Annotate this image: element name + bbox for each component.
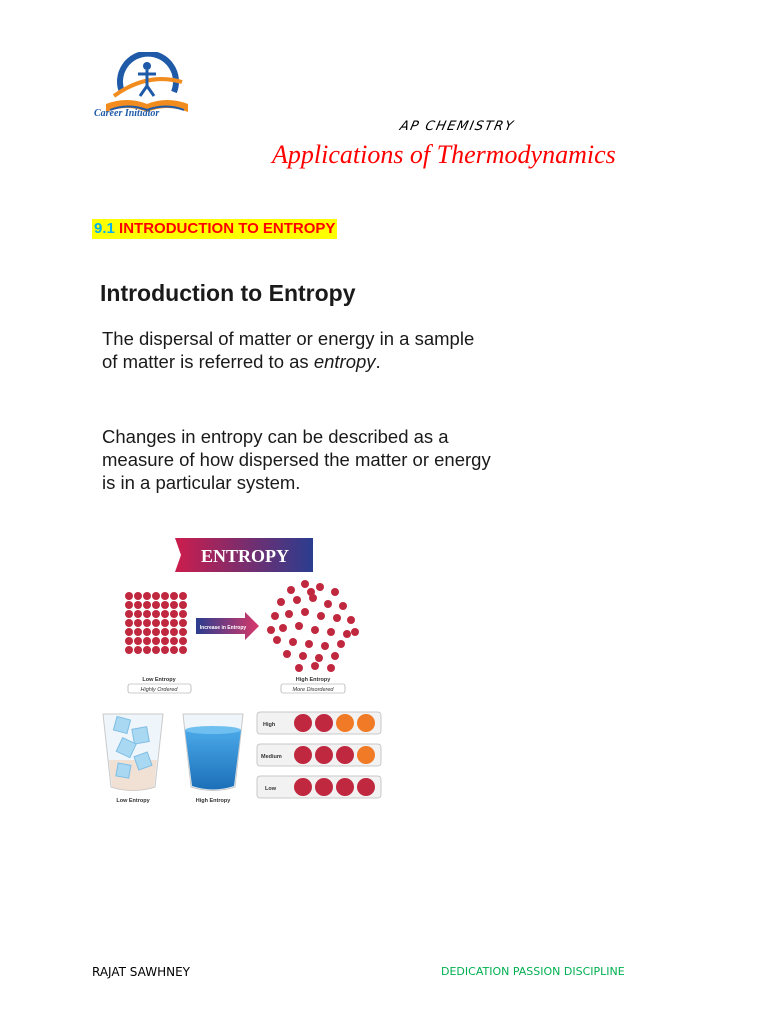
ordered-particle bbox=[134, 610, 142, 618]
disordered-particle bbox=[327, 628, 335, 636]
ordered-particle bbox=[143, 628, 151, 636]
ordered-particle bbox=[161, 592, 169, 600]
energy-ball bbox=[315, 778, 333, 796]
career-initiator-logo bbox=[92, 52, 202, 132]
ordered-particle bbox=[161, 601, 169, 609]
disordered-particle bbox=[307, 588, 315, 596]
disordered-particle bbox=[347, 616, 355, 624]
energy-ball bbox=[294, 778, 312, 796]
ordered-particle bbox=[125, 628, 133, 636]
disordered-particle bbox=[273, 636, 281, 644]
energy-ball bbox=[336, 746, 354, 764]
disordered-particle bbox=[321, 642, 329, 650]
beaker-high-label: High Entropy bbox=[195, 798, 231, 804]
low-caption: Highly Ordered bbox=[140, 687, 178, 693]
disordered-particle bbox=[277, 598, 285, 606]
ordered-particle bbox=[179, 628, 187, 636]
entropy-infographic bbox=[95, 532, 395, 812]
ordered-particle bbox=[134, 637, 142, 645]
ordered-particle bbox=[143, 637, 151, 645]
changes-paragraph: Changes in entropy can be described as a measure of how dispersed the matter or energy is in a particular system. bbox=[102, 426, 491, 493]
ordered-particle bbox=[170, 619, 178, 627]
ordered-particle bbox=[143, 610, 151, 618]
disordered-particle bbox=[333, 614, 341, 622]
ordered-particle bbox=[170, 628, 178, 636]
disordered-particle bbox=[305, 640, 313, 648]
disordered-particle bbox=[324, 600, 332, 608]
disordered-particle bbox=[289, 638, 297, 646]
energy-ball bbox=[357, 714, 375, 732]
disordered-particle bbox=[317, 612, 325, 620]
high-entropy-label: High Entropy bbox=[295, 677, 331, 683]
ordered-particle bbox=[179, 646, 187, 654]
ordered-particle bbox=[152, 610, 160, 618]
disordered-particle bbox=[285, 610, 293, 618]
energy-ball bbox=[315, 714, 333, 732]
low-entropy-label: Low Entropy bbox=[142, 677, 176, 683]
energy-ball bbox=[357, 778, 375, 796]
ordered-particle bbox=[125, 592, 133, 600]
ordered-particle bbox=[161, 646, 169, 654]
ordered-particle bbox=[134, 628, 142, 636]
ordered-particle bbox=[152, 592, 160, 600]
definition-paragraph bbox=[102, 327, 492, 373]
section-number: 9.1 bbox=[94, 220, 115, 237]
definition-text: The dispersal of matter or energy in a sample of matter is referred to as bbox=[102, 328, 475, 372]
ordered-particle bbox=[143, 601, 151, 609]
entropy-term: entropy bbox=[313, 351, 376, 372]
disordered-particle bbox=[315, 654, 323, 662]
energy-levels bbox=[257, 712, 381, 798]
disordered-particle bbox=[301, 608, 309, 616]
disordered-particle bbox=[331, 588, 339, 596]
disordered-particle bbox=[351, 628, 359, 636]
level-label-low: Low bbox=[265, 786, 276, 792]
energy-ball bbox=[336, 778, 354, 796]
disordered-particle bbox=[295, 622, 303, 630]
ordered-particle bbox=[125, 601, 133, 609]
ordered-particle bbox=[152, 637, 160, 645]
high-caption: More Disordered bbox=[292, 687, 334, 693]
ordered-particle bbox=[170, 601, 178, 609]
disordered-particle bbox=[271, 612, 279, 620]
ordered-particle bbox=[125, 610, 133, 618]
level-label-high: High bbox=[263, 722, 276, 728]
ordered-particle bbox=[161, 619, 169, 627]
ordered-particle bbox=[143, 592, 151, 600]
disordered-particle bbox=[299, 652, 307, 660]
ordered-particle bbox=[143, 646, 151, 654]
ordered-particle bbox=[152, 619, 160, 627]
energy-ball bbox=[357, 746, 375, 764]
logo-text: Career Initiator bbox=[94, 108, 160, 119]
ordered-particle bbox=[125, 646, 133, 654]
disordered-particles bbox=[267, 580, 359, 672]
energy-ball bbox=[315, 746, 333, 764]
disordered-particle bbox=[343, 630, 351, 638]
ordered-particle bbox=[179, 610, 187, 618]
ordered-particle bbox=[125, 637, 133, 645]
ordered-particle bbox=[170, 646, 178, 654]
disordered-particle bbox=[337, 640, 345, 648]
ordered-particle bbox=[134, 619, 142, 627]
ordered-particle bbox=[161, 610, 169, 618]
disordered-particle bbox=[293, 596, 301, 604]
disordered-particle bbox=[287, 586, 295, 594]
ordered-particle bbox=[161, 637, 169, 645]
level-label-medium: Medium bbox=[261, 754, 282, 760]
disordered-particle bbox=[339, 602, 347, 610]
disordered-particle bbox=[311, 662, 319, 670]
ordered-particle bbox=[134, 592, 142, 600]
disordered-particle bbox=[279, 624, 287, 632]
disordered-particle bbox=[295, 664, 303, 672]
ordered-particle bbox=[179, 619, 187, 627]
beaker-low-label: Low Entropy bbox=[116, 798, 150, 804]
ordered-particle bbox=[143, 619, 151, 627]
disordered-particle bbox=[327, 664, 335, 672]
energy-ball bbox=[294, 714, 312, 732]
water-beaker bbox=[183, 714, 243, 791]
ordered-particle bbox=[152, 628, 160, 636]
ordered-particle bbox=[179, 637, 187, 645]
disordered-particle bbox=[301, 580, 309, 588]
banner-text: ENTROPY bbox=[200, 546, 290, 566]
arrow-label: Increase in Entropy bbox=[199, 625, 247, 631]
ordered-particle bbox=[179, 601, 187, 609]
author-footer: RAJAT SAWHNEY bbox=[92, 965, 190, 979]
ordered-particle bbox=[170, 592, 178, 600]
disordered-particle bbox=[311, 626, 319, 634]
ice-beaker bbox=[103, 714, 163, 791]
ordered-particle bbox=[125, 619, 133, 627]
ordered-particle bbox=[170, 637, 178, 645]
ordered-particle bbox=[179, 592, 187, 600]
definition-end: . bbox=[375, 351, 381, 372]
energy-ball bbox=[336, 714, 354, 732]
disordered-particle bbox=[316, 583, 324, 591]
disordered-particle bbox=[267, 626, 275, 634]
slide-title: Introduction to Entropy bbox=[100, 280, 356, 306]
ordered-particles bbox=[125, 592, 187, 654]
energy-ball bbox=[294, 746, 312, 764]
ordered-particle bbox=[161, 628, 169, 636]
ordered-particle bbox=[134, 646, 142, 654]
ordered-particle bbox=[152, 601, 160, 609]
ordered-particle bbox=[170, 610, 178, 618]
section-heading bbox=[92, 219, 337, 239]
motto-footer: DEDICATION PASSION DISCIPLINE bbox=[441, 965, 625, 978]
ordered-particle bbox=[152, 646, 160, 654]
disordered-particle bbox=[331, 652, 339, 660]
document-title: Applications of Thermodynamics bbox=[272, 140, 616, 169]
disordered-particle bbox=[283, 650, 291, 658]
subject-heading: AP CHEMISTRY bbox=[398, 119, 516, 134]
ordered-particle bbox=[134, 601, 142, 609]
section-title: INTRODUCTION TO ENTROPY bbox=[119, 220, 336, 237]
